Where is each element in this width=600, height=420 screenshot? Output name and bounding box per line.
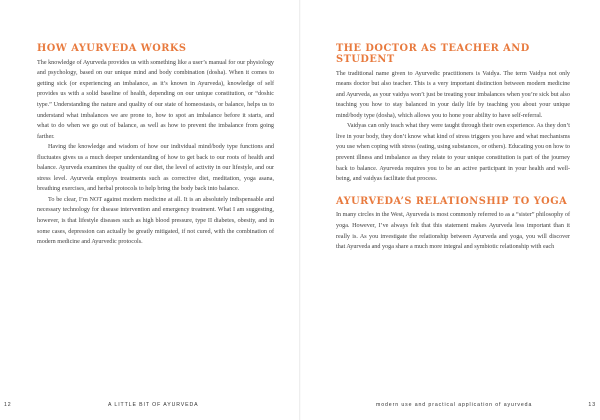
body-paragraph: Having the knowledge and wisdom of how our individual mind/body type functions and fluctuates gives us a much deeper understanding of how to get back to our roots of health and balance. Ayurveda examines the quality of our diet, the level of activity in our lifestyle, and our stress level. Ayurveda employs treatments such as corrective diet, meditation, yoga asana, breathing exercises, and herbal protocols to help bring the body back into balance.: [37, 144, 274, 193]
body-paragraph: The traditional name given to Ayurvedic practitioners is Vaidya. The term Vaidya not only means doctor but also teacher. This is a very important distinction between modern medicine and Ayurveda, as your vaidya won’t just be treating your imbalances when you’re sick but also teaching you how to stay balanced in your daily life by teaching you about your unique mind/body type (dosha), which allows you to hone your ability to have self-referral.: [336, 70, 570, 119]
body-paragraph: The knowledge of Ayurveda provides us with something like a user’s manual for our physiology and psychology, based on our unique mind and body combination (dosha). When it comes to getting sick (or experiencing an imbalance, as it’s known in Ayurveda), knowledge of self provides us with a solid baseline of health, depending on our unique constitution, or “doshic type.” Understanding the nature and quality of our state of homeostasis, or balance, helps us to understand what imbalances we are prone to, how to spot an imbalance before it starts, and what to do when we go out of balance, as well as how to prevent the imbalance from going farther.: [37, 59, 274, 140]
running-head: A LITTLE BIT OF AYURVEDA: [108, 402, 199, 408]
body-paragraph: To be clear, I’m NOT against modern medicine at all. It is an absolutely indispensable and necessary technology for disease intervention and emergency treatment. What I am suggesting, however, is that lifestyle diseases such as high blood pressure, type II diabetes, obesity, and in some cases, depression can actually be greatly mitigated, if not cured, with the combination of modern medicine and Ayurvedic protocols.: [37, 196, 274, 246]
body-paragraph: Vaidyas can only teach what they were taught through their own experience. As they don’t live in your body, they don’t know what kind of stress triggers you have and what mechanisms you use when coping with stress (eating, using substances, or others). Educating you on how to prevent illness and imbalance as they relate to your unique constitution is part of the journey back to balance. Ayurveda requires you to be an active participant in your health and well-being, and vaidyas facilitate that process.: [336, 123, 570, 183]
running-head: modern use and practical application of ayurveda: [376, 402, 533, 408]
page-number: 13: [588, 402, 596, 408]
body-paragraph: In many circles in the West, Ayurveda is most commonly referred to as a “sister” philosophy of yoga. However, I’ve always felt that this statement makes Ayurveda less important than it really is. As you investigate the relationship between Ayurveda and yoga, you will discover that Ayurveda and yoga share a much more integral and symbiotic relationship with each: [336, 212, 570, 251]
page-number: 12: [4, 402, 12, 408]
section-heading-how-ayurveda-works: HOW AYURVEDA WORKS: [37, 43, 187, 54]
right-page: [300, 0, 600, 420]
section-heading-relationship-to-yoga: AYURVEDA’S RELATIONSHIP TO YOGA: [336, 195, 568, 207]
section-heading-doctor-as-teacher: THE DOCTOR AS TEACHER AND STUDENT: [336, 43, 530, 65]
